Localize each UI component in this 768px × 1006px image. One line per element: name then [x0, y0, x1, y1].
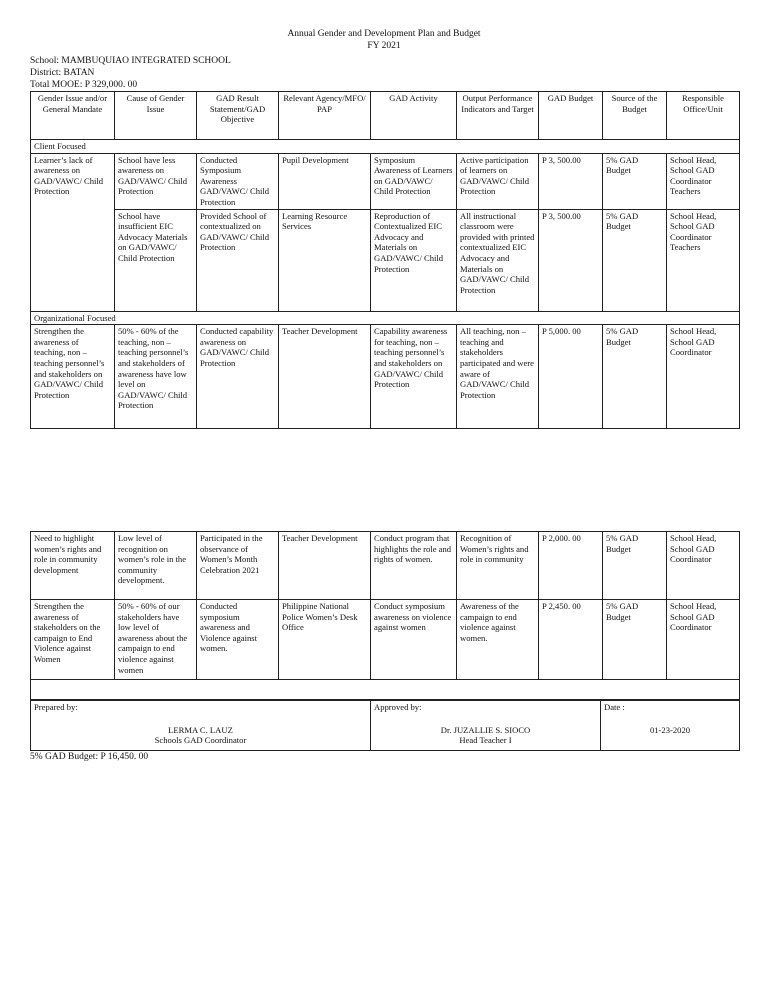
cell-source: 5% GAD Budget	[603, 600, 667, 680]
empty-cell	[31, 680, 740, 700]
cell-office: School Head, School GAD Coordinator	[667, 600, 740, 680]
cell-agency: Pupil Development	[279, 153, 371, 209]
approved-by-cell	[371, 701, 601, 751]
cell-source: 5% GAD Budget	[603, 209, 667, 311]
approved-by-title: Head Teacher I	[459, 735, 512, 746]
cell-activity: Capability awareness for teaching, non – teaching personnel’s and stakeholders on GAD/VAWC/ Child Protection	[371, 325, 457, 429]
cell-output: All teaching, non – teaching and stakeholders participated and were aware of GAD/VAWC/ Child Protection	[457, 325, 539, 429]
cell-issue: Need to highlight women’s rights and role in community development	[31, 532, 115, 600]
section-organizational-focused: Organizational Focused	[31, 311, 740, 325]
date-label: Date :	[604, 702, 625, 712]
cell-source: 5% GAD Budget	[603, 532, 667, 600]
cell-source: 5% GAD Budget	[603, 325, 667, 429]
prepared-by-label: Prepared by:	[34, 702, 78, 712]
cell-budget: P 2,450. 00	[539, 600, 603, 680]
cell-budget: P 5,000. 00	[539, 325, 603, 429]
cell-office: School Head, School GAD Coordinator Teachers	[667, 153, 740, 209]
cell-cause: School have less awareness on GAD/VAWC/ Child Protection	[115, 153, 197, 209]
approved-by-label: Approved by:	[374, 702, 422, 712]
gad-plan-table	[30, 91, 740, 429]
signature-row	[31, 701, 740, 751]
cell-output: Awareness of the campaign to end violence against women.	[457, 600, 539, 680]
cell-result: Conducted capability awareness on GAD/VAWC/ Child Protection	[197, 325, 279, 429]
school-name: School: MAMBUQUIAO INTEGRATED SCHOOL	[30, 56, 231, 66]
cell-cause: 50% - 60% of the teaching, non – teaching personnel’s and stakeholders of awareness have low level on GAD/VAWC/ Child Protection	[115, 325, 197, 429]
cell-activity: Symposium Awareness of Learners on GAD/VAWC/ Child Protection	[371, 153, 457, 209]
cell-source: 5% GAD Budget	[603, 153, 667, 209]
cell-output: All instructional classroom were provided with printed contextualized EIC Advocacy and Materials on GAD/VAWC/ Child Protection	[457, 209, 539, 311]
date-value: 01-23-2020	[649, 724, 691, 735]
header-issue: Gender Issue and/or General Mandate	[31, 92, 115, 140]
cell-budget: P 3, 500.00	[539, 209, 603, 311]
cell-activity: Reproduction of Contextualized EIC Advocacy and Materials on GAD/VAWC/ Child Protection	[371, 209, 457, 311]
cell-output: Active participation of learners on GAD/VAWC/ Child Protection	[457, 153, 539, 209]
table-header-row	[31, 92, 740, 140]
approved-by-name: Dr. JUZALLIE S. SIOCO	[440, 724, 531, 735]
prepared-by-name: LERMA C. LAUZ	[168, 724, 233, 735]
table-row	[31, 153, 740, 209]
date-cell	[601, 701, 740, 751]
document-title: Annual Gender and Development Plan and Budget	[287, 29, 481, 39]
fiscal-year: FY 2021	[367, 41, 401, 51]
header-office: Responsible Office/Unit	[667, 92, 740, 140]
section-client-focused: Client Focused	[31, 140, 740, 154]
cell-agency: Philippine National Police Women’s Desk Office	[279, 600, 371, 680]
cell-cause: School have insufficient EIC Advocacy Materials on GAD/VAWC/ Child Protection	[115, 209, 197, 311]
cell-issue: Learner’s lack of awareness on GAD/VAWC/ Child Protection	[31, 153, 115, 311]
table-row	[31, 325, 740, 429]
cell-issue: Strengthen the awareness of stakeholders on the campaign to End Violence against Women	[31, 600, 115, 680]
cell-office: School Head, School GAD Coordinator	[667, 532, 740, 600]
cell-result: Provided School of contextualized on GAD/VAWC/ Child Protection	[197, 209, 279, 311]
signature-table	[30, 700, 740, 751]
cell-office: School Head, School GAD Coordinator Teachers	[667, 209, 740, 311]
cell-agency: Teacher Development	[279, 325, 371, 429]
cell-cause: 50% - 60% of our stakeholders have low level of awareness about the campaign to end violence against women	[115, 600, 197, 680]
district-name: District: BATAN	[30, 68, 95, 78]
table-row	[31, 532, 740, 600]
cell-cause: Low level of recognition on women’s role in the community development.	[115, 532, 197, 600]
gad-budget-total: 5% GAD Budget: P 16,450. 00	[30, 752, 149, 762]
cell-agency: Teacher Development	[279, 532, 371, 600]
header-activity: GAD Activity	[371, 92, 457, 140]
cell-output: Recognition of Women’s rights and role in community	[457, 532, 539, 600]
cell-activity: Conduct program that highlights the role and rights of women.	[371, 532, 457, 600]
spacer-row	[31, 680, 740, 700]
cell-result: Conducted Symposium Awareness GAD/VAWC/ Child Protection	[197, 153, 279, 209]
prepared-by-title: Schools GAD Coordinator	[154, 735, 247, 746]
cell-agency: Learning Resource Services	[279, 209, 371, 311]
cell-result: Participated in the observance of Women’s Month Celebration 2021	[197, 532, 279, 600]
table-row	[31, 209, 740, 311]
header-cause: Cause of Gender Issue	[115, 92, 197, 140]
cell-budget: P 3, 500.00	[539, 153, 603, 209]
cell-issue: Strengthen the awareness of teaching, non – teaching personnel’s and stakeholders on GAD/VAWC/ Child Protection	[31, 325, 115, 429]
header-source: Source of the Budget	[603, 92, 667, 140]
gad-plan-table-continued	[30, 531, 740, 700]
cell-budget: P 2,000. 00	[539, 532, 603, 600]
table-row	[31, 600, 740, 680]
cell-office: School Head, School GAD Coordinator	[667, 325, 740, 429]
section-row	[31, 311, 740, 325]
total-mooe: Total MOOE: P 329,000. 00	[30, 80, 138, 90]
cell-result: Conducted symposium awareness and Violence against women.	[197, 600, 279, 680]
header-result: GAD Result Statement/GAD Objective	[197, 92, 279, 140]
prepared-by-cell	[31, 701, 371, 751]
header-agency: Relevant Agency/MFO/ PAP	[279, 92, 371, 140]
header-output: Output Performance Indicators and Target	[457, 92, 539, 140]
header-budget: GAD Budget	[539, 92, 603, 140]
cell-activity: Conduct symposium awareness on violence against women	[371, 600, 457, 680]
section-row	[31, 140, 740, 154]
